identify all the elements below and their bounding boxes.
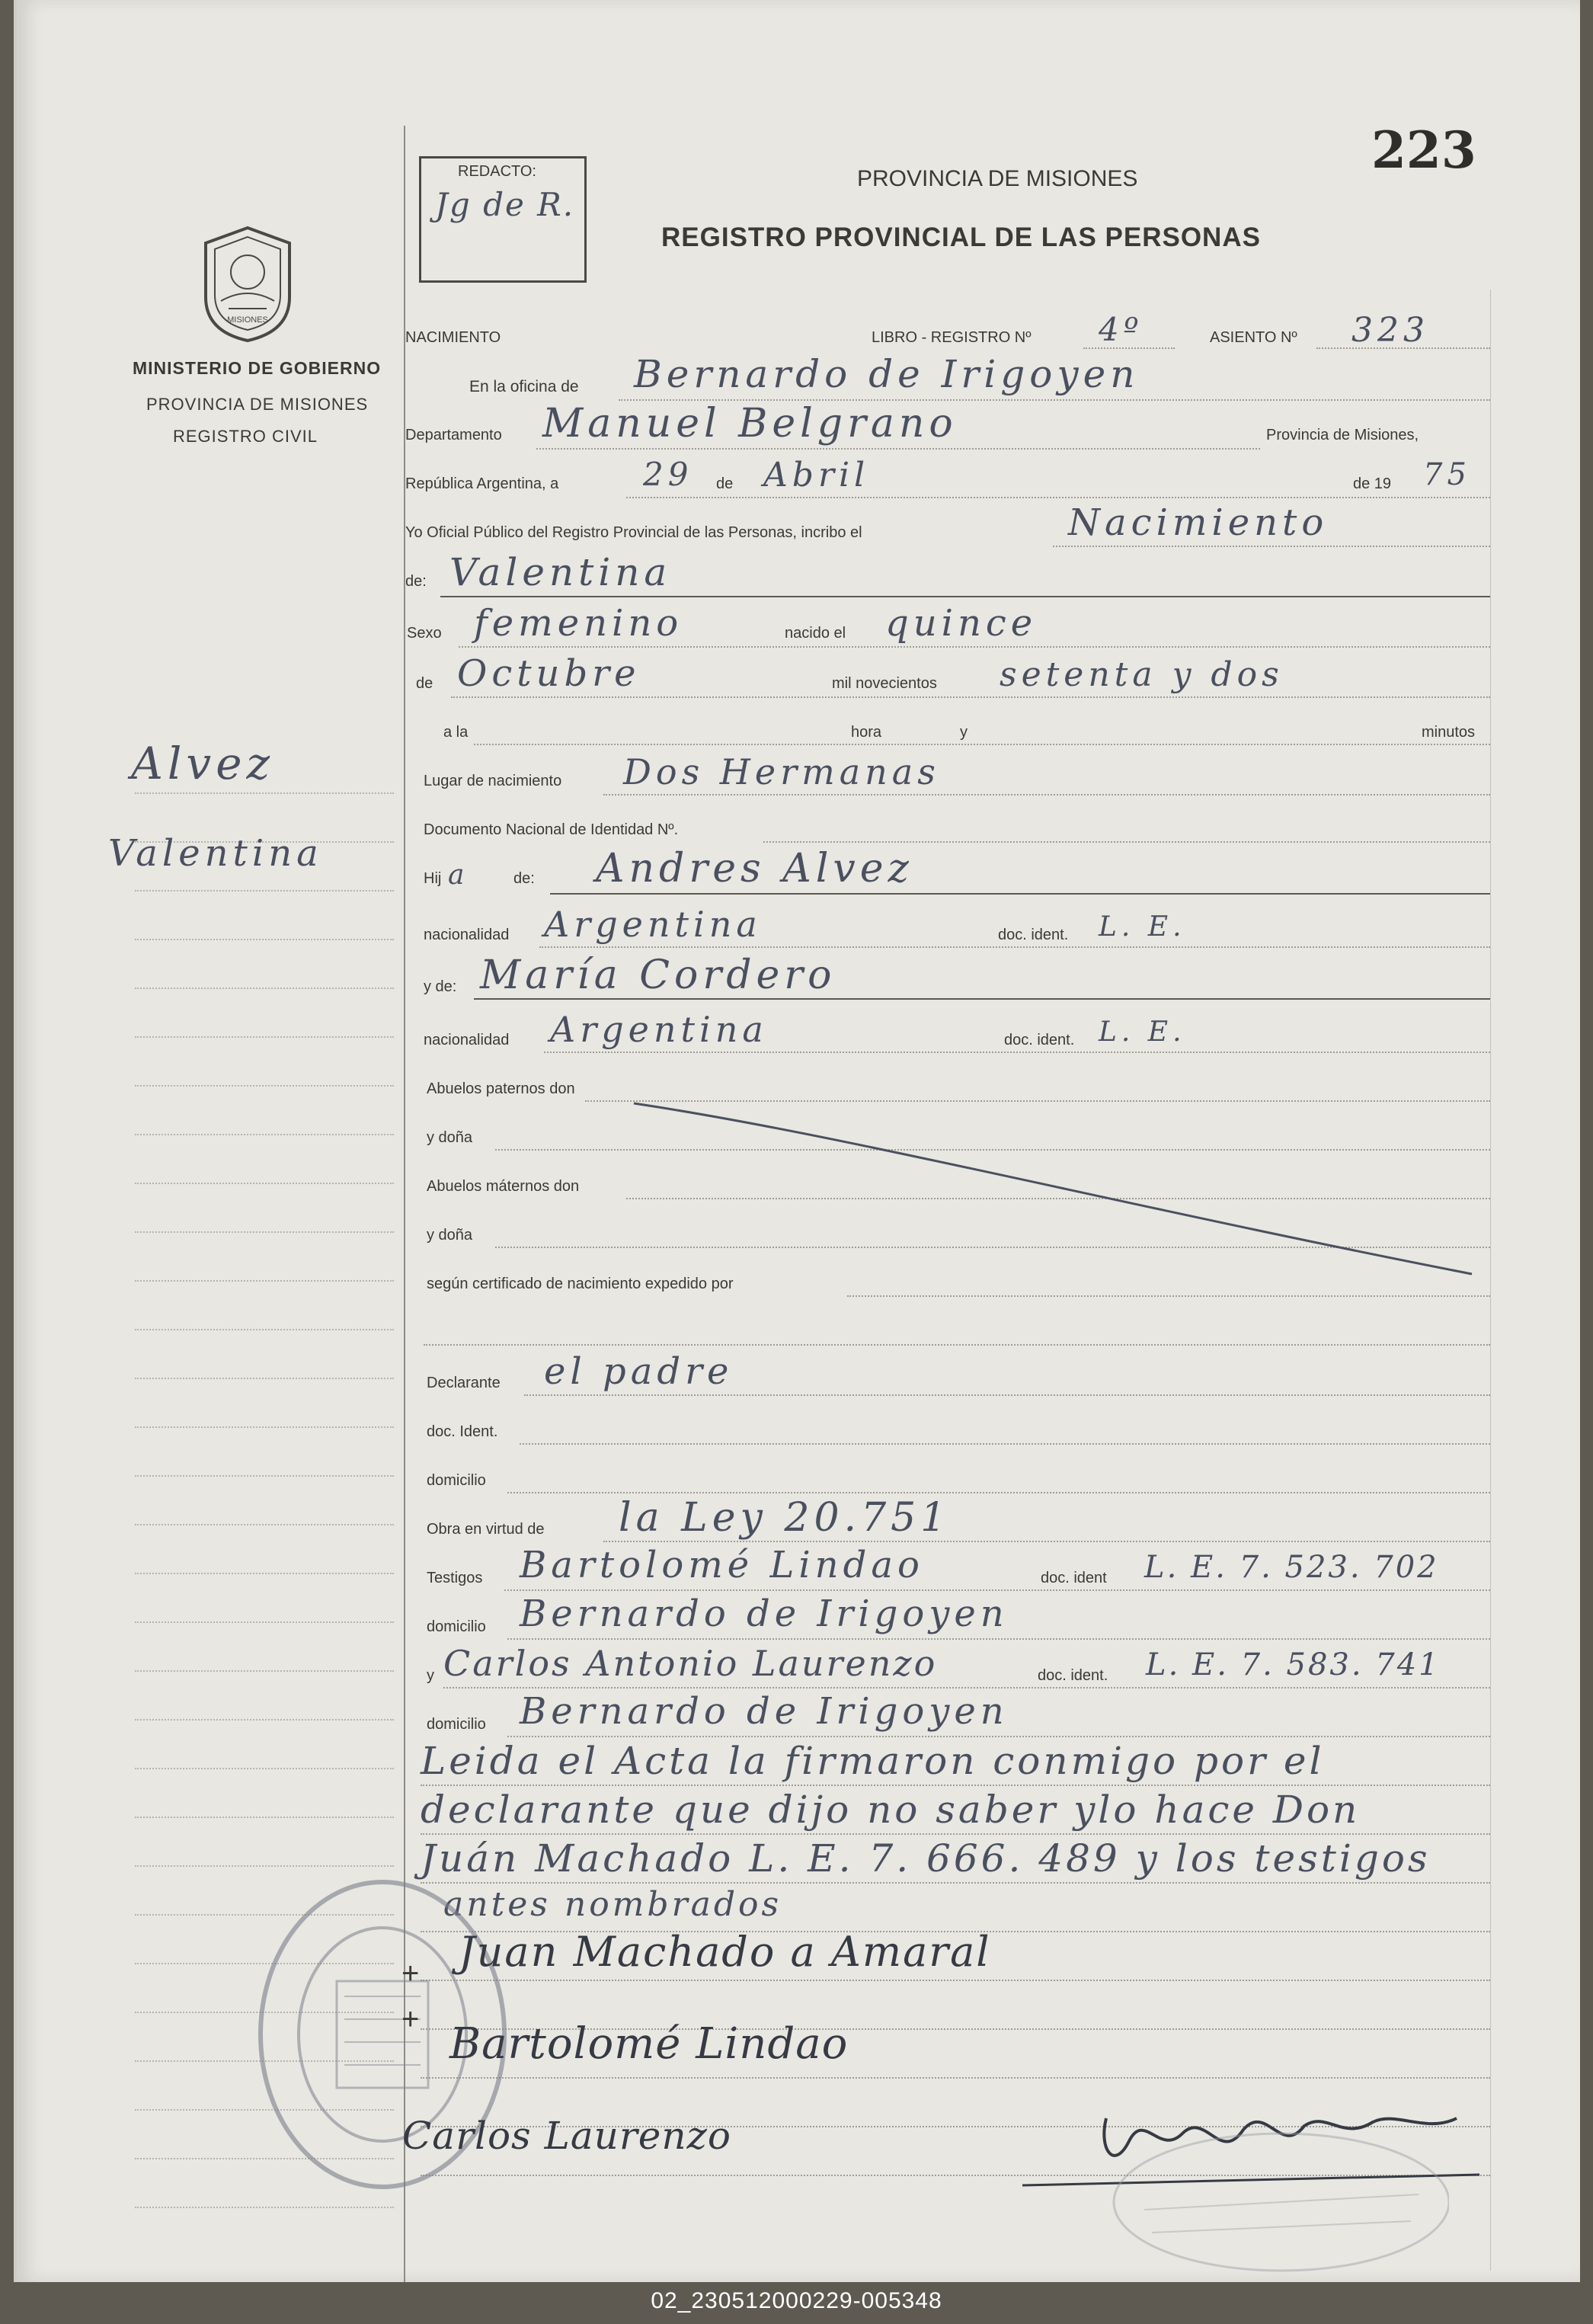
closing-rule-2 [421,1833,1490,1835]
image-id-label: 02_230512000229-005348 [651,2288,942,2313]
closing-rule-1 [421,1785,1490,1786]
signature-rule-2 [421,1980,1490,1981]
hij-de-label: de: [513,870,535,887]
father-line [550,893,1490,895]
libro-value: 4º [1099,311,1144,348]
nacido-label: nacido el [785,625,846,642]
testigo1-doc-value: L. E. 7. 523. 702 [1144,1550,1439,1585]
de-label: de [716,475,734,492]
faded-registry-stamp-icon [1099,2118,1449,2278]
margin-rule-line [135,1280,394,1282]
signature-rule-4 [421,2077,1490,2079]
republica-label: República Argentina, a [405,475,559,492]
page-right-rule [1490,290,1491,2271]
testigo2-doc-value: L. E. 7. 583. 741 [1146,1647,1441,1682]
hij-suffix: a [448,859,465,891]
registry-title: REGISTRO PROVINCIAL DE LAS PERSONAS [661,222,1261,252]
domicilio3-label: domicilio [427,1716,486,1733]
doc1-value: L. E. [1099,911,1186,943]
asiento-label: ASIENTO Nº [1210,329,1297,346]
margin-rule-line [135,1524,394,1525]
oficina-label: En la oficina de [469,378,579,395]
hora-label: hora [851,724,882,741]
signature-juan-machado: Juan Machado a Amaral [459,1928,991,1976]
father-value: Andres Alvez [596,846,913,892]
testigo1-doc-label: doc. ident [1041,1570,1107,1586]
redacto-label: REDACTO: [458,163,536,180]
departamento-line [536,448,1260,450]
libro-line [1083,347,1175,349]
cross-mark-icon: + [401,1957,420,1990]
doc2-label: doc. ident. [1004,1032,1075,1048]
testigo1-line [504,1589,1490,1591]
mother-line [474,998,1490,1000]
page-number: 223 [1371,120,1476,180]
mother-label: y de: [424,978,457,995]
province-heading: PROVINCIA DE MISIONES [857,166,1138,191]
domicilio1-line [507,1492,1490,1493]
de2-label: de [416,675,433,692]
cross-mark-2-icon: + [401,2002,420,2036]
margin-rule-line [135,1475,394,1477]
lugar-value: Dos Hermanas [623,751,940,792]
image-footer [0,2282,1593,2324]
month2-value: Octubre [457,652,641,695]
domicilio2-label: domicilio [427,1618,486,1635]
testigo2-doc-label: doc. ident. [1038,1667,1108,1684]
domicilio3-value: Bernardo de Irigoyen [520,1690,1009,1733]
sidebar-province-label: PROVINCIA DE MISIONES [146,395,369,414]
nacionalidad1-value: Argentina [544,904,762,945]
nacionalidad2-value: Argentina [550,1009,768,1050]
margin-surname: Alvez [131,738,275,789]
doc-ident-label: doc. Ident. [427,1423,498,1440]
year-value: 75 [1423,457,1471,492]
abuelos-paternos-label: Abuelos paternos don [427,1080,575,1097]
testigo1-value: Bartolomé Lindao [520,1544,924,1586]
lugar-label: Lugar de nacimiento [424,773,562,789]
signature-bartolome: Bartolomé Lindao [449,2019,849,2069]
libro-label: LIBRO - REGISTRO Nº [872,329,1032,346]
ydona1-label: y doña [427,1129,473,1146]
hora-line [474,744,1490,745]
sexo-value: femenino [474,602,683,645]
testigo2-value: Carlos Antonio Laurenzo [443,1643,938,1684]
margin-rule-line [135,1183,394,1184]
provincia-label: Provincia de Misiones, [1266,427,1419,443]
year-label: de 19 [1353,475,1392,492]
testigo2-line [443,1687,1490,1689]
nacimiento-label: NACIMIENTO [405,329,501,346]
asiento-line [1316,347,1490,349]
margin-rule-line [135,1670,394,1672]
sidebar-registry-label: REGISTRO CIVIL [173,427,318,446]
obra-line [603,1541,1490,1542]
dni-label: Documento Nacional de Identidad Nº. [424,821,679,838]
asiento-value: 323 [1351,311,1429,350]
name-value: Valentina [449,550,672,594]
closing-line-2: declarante que dijo no saber ylo hace Don [421,1788,1361,1832]
ministry-label: MINISTERIO DE GOBIERNO [133,358,382,378]
name-line [440,596,1490,597]
domicilio2-line [507,1638,1490,1640]
doc1-label: doc. ident. [998,927,1069,943]
ydona2-label: y doña [427,1227,473,1244]
day-value: 29 [643,456,693,493]
margin-rule-line [135,1426,394,1428]
nacionalidad2-line [544,1052,1490,1053]
certificado-label: según certificado de nacimiento expedido por [427,1276,734,1292]
name-label: de: [405,573,427,590]
margin-rule-line [135,1231,394,1233]
abuelos-maternos-label: Abuelos máternos don [427,1178,580,1195]
margin-rule-line [135,939,394,940]
mother-value: María Cordero [480,952,836,998]
signature-carlos: Carlos Laurenzo [402,2114,731,2158]
closing-rule-3 [421,1882,1490,1884]
declarante-line [524,1394,1490,1396]
mil-label: mil novecientos [832,675,937,692]
hij-label: Hij [424,870,442,887]
margin-rule-line [135,1621,394,1623]
lugar-line [603,794,1490,795]
oficial-value: Nacimiento [1068,501,1329,544]
margin-rule-line [135,1768,394,1769]
margin-rule-line [135,890,394,892]
mil-line [451,696,1490,698]
oficial-line [1053,546,1490,547]
closing-line-1: Leida el Acta la firmaron conmigo por el [421,1739,1325,1783]
margin-rule-line [135,1085,394,1087]
minutos-label: minutos [1422,724,1476,741]
margin-rule-line [135,1817,394,1818]
domicilio1-label: domicilio [427,1472,486,1489]
margin-rule-line [135,1329,394,1330]
closing-line-4: antes nombrados [443,1885,782,1924]
y-label: y [960,724,968,741]
margin-rule-line [135,1036,394,1038]
departamento-label: Departamento [405,427,502,443]
testigos-label: Testigos [427,1570,483,1586]
redacto-box [419,156,587,283]
doc-ident-line [520,1443,1490,1445]
register-page [14,0,1580,2282]
domicilio3-line [507,1736,1490,1737]
closing-line-3: Juán Machado L. E. 7. 666. 489 y los testigos [421,1836,1431,1881]
doc2-value: L. E. [1099,1016,1186,1048]
nacido-value: quince [885,602,1038,645]
provincial-seal-icon [198,225,297,343]
margin-rule-line [135,1573,394,1574]
certificado-line-2 [424,1344,1490,1346]
oficial-label: Yo Oficial Público del Registro Provincial de las Personas, incribo el [405,524,862,541]
sexo-line [459,646,1490,648]
margin-rule-line [135,1134,394,1135]
nacionalidad2-label: nacionalidad [424,1032,510,1048]
redacto-value: Jg de R. [435,186,575,223]
obra-value: la Ley 20.751 [619,1495,951,1541]
cancellation-stroke [619,1097,1487,1280]
sexo-label: Sexo [407,625,442,642]
margin-name: Valentina [108,832,323,875]
seal-text: MISIONES [227,315,268,325]
republica-line [626,497,1490,498]
declarante-label: Declarante [427,1375,501,1391]
month-value: Abril [763,456,870,495]
margin-rule-line [135,988,394,989]
dni-line [763,841,1490,843]
mil-value: setenta y dos [1000,655,1284,694]
nacionalidad1-label: nacionalidad [424,927,510,943]
departamento-value: Manuel Belgrano [542,401,958,447]
certificado-line [847,1295,1490,1297]
nacionalidad1-line [539,946,1490,948]
margin-rule-line [135,1378,394,1379]
oficina-value: Bernardo de Irigoyen [634,352,1140,396]
obra-label: Obra en virtud de [427,1521,545,1538]
margin-rule-line [135,792,394,794]
margin-rule-line [135,2207,394,2208]
margin-rule-line [135,1719,394,1721]
declarante-value: el padre [544,1350,734,1393]
a-la-label: a la [443,724,469,741]
y-testigo-label: y [427,1667,434,1684]
domicilio2-value: Bernardo de Irigoyen [520,1593,1009,1635]
